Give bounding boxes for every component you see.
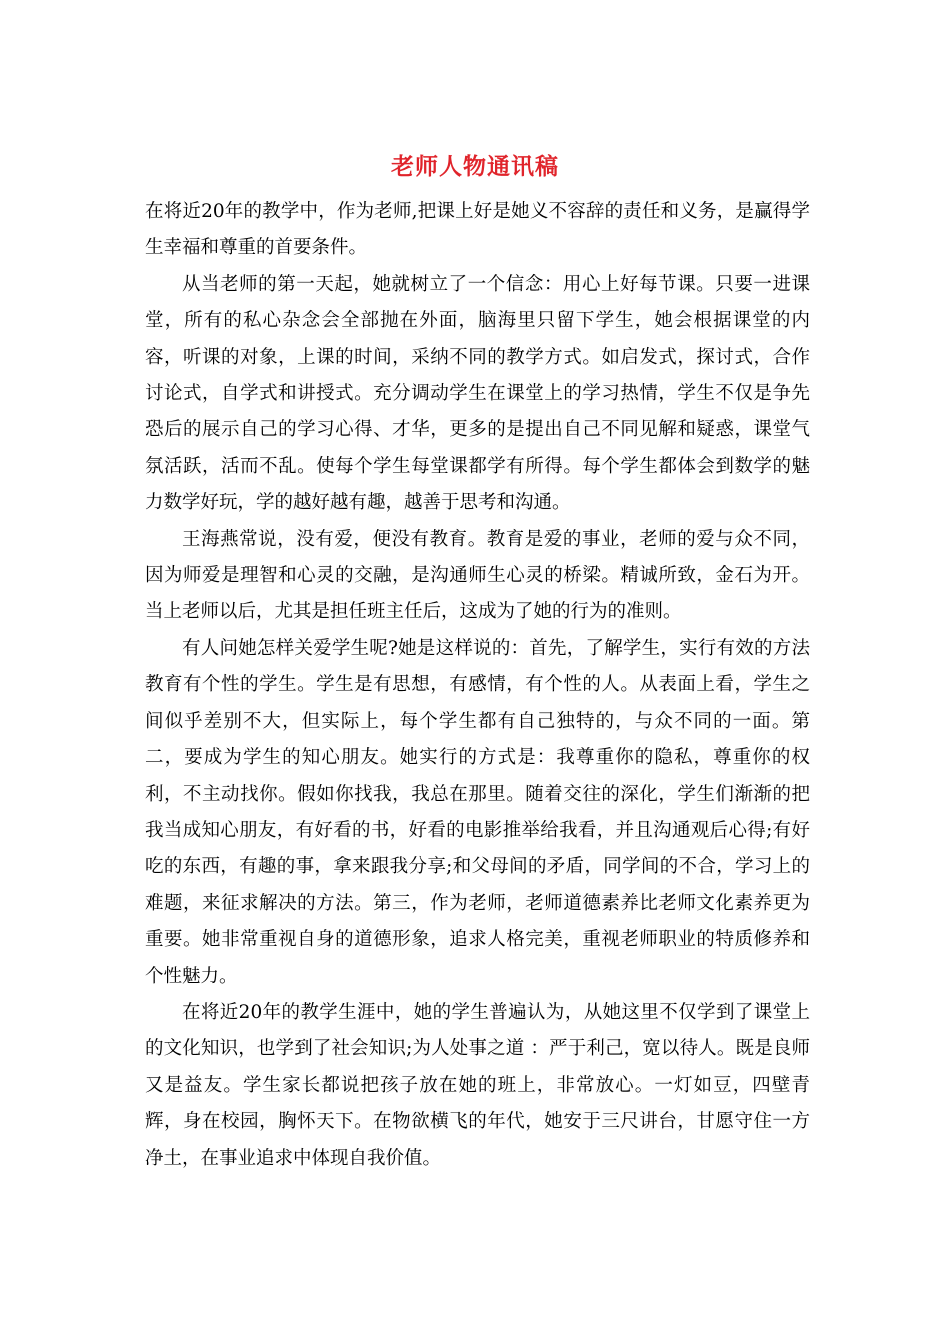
paragraph-3: 王海燕常说，没有爱，便没有教育。教育是爱的事业，老师的爱与众不同，因为师爱是理智和心灵的交融，是沟通师生心灵的桥梁。精诚所致，金石为开。当上老师以后，尤其是担任班主任后，这成为了她的行为的准则。	[145, 528, 810, 623]
document-body	[145, 194, 810, 1177]
paragraph-2: 从当老师的第一天起，她就树立了一个信念：用心上好每节课。只要一进课堂，所有的私心杂念会全部抛在外面，脑海里只留下学生，她会根据课堂的内容，听课的对象，上课的时间，采纳不同的教学方式。如启发式，探讨式，合作讨论式，自学式和讲授式。充分调动学生在课堂上的学习热情，学生不仅是争先恐后的展示自己的学习心得、才华，更多的是提出自己不同见解和疑惑，课堂气氛活跃，活而不乱。使每个学生每堂课都学有所得。每个学生都体会到数学的魅力数学好玩，学的越好越有趣，越善于思考和沟通。	[145, 273, 810, 514]
document-title: 老师人物通讯稿	[391, 153, 559, 180]
paragraph-4: 有人问她怎样关爱学生呢?她是这样说的：首先，了解学生，实行有效的方法教育有个性的学生。学生是有思想，有感情，有个性的人。从表面上看，学生之间似乎差别不大，但实际上，每个学生都有自己独特的，与众不同的一面。第二，要成为学生的知心朋友。她实行的方式是：我尊重你的隐私，尊重你的权利，不主动找你。假如你找我，我总在那里。随着交往的深化，学生们渐渐的把我当成知心朋友，有好看的书，好看的电影推举给我看，并且沟通观后心得;有好吃的东西，有趣的事，拿来跟我分享;和父母间的矛盾，同学间的不合，学习上的难题，来征求解决的方法。第三，作为老师，老师道德素养比老师文化素养更为重要。她非常重视自身的道德形象，追求人格完美，重视老师职业的特质修养和个性魅力。	[145, 637, 810, 987]
paragraph-1: 在将近20年的教学中，作为老师,把课上好是她义不容辞的责任和义务，是赢得学生幸福和尊重的首要条件。	[145, 201, 810, 259]
paragraph-5: 在将近20年的教学生涯中，她的学生普遍认为，从她这里不仅学到了课堂上的文化知识，也学到了社会知识;为人处事之道 ：严于利己，宽以待人。既是良师又是益友。学生家长都说把孩子放在她的班上，非常放心。一灯如豆，四壁青辉，身在校园，胸怀天下。在物欲横飞的年代，她安于三尺讲台，甘愿守住一方净土，在事业追求中体现自我价值。	[145, 1001, 810, 1169]
